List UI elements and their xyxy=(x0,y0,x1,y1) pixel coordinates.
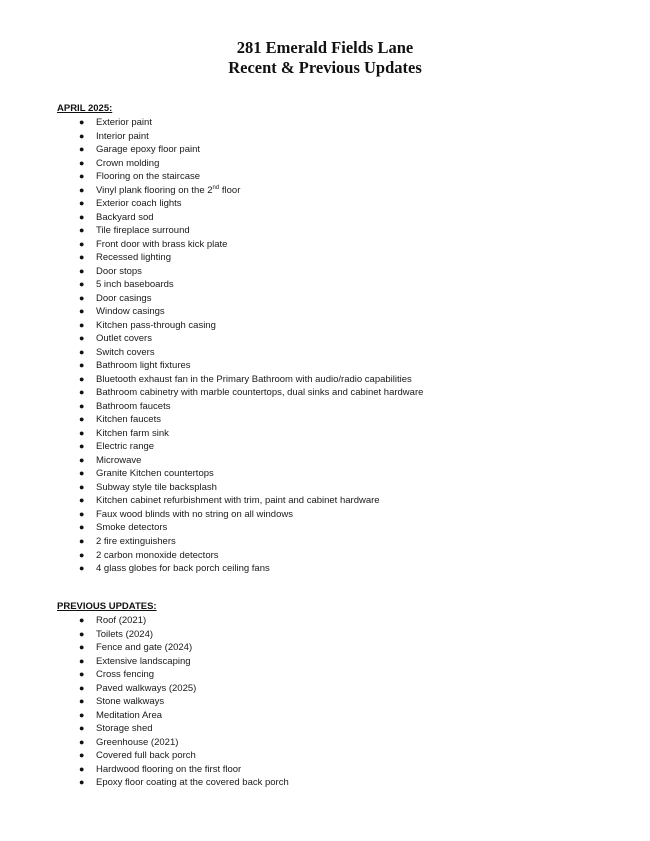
list-item-text: Crown molding xyxy=(96,157,160,169)
bullet-icon: ● xyxy=(79,750,85,761)
list-item-text: Interior paint xyxy=(96,130,149,142)
bullet-icon: ● xyxy=(79,198,85,209)
list-item-text: Recessed lighting xyxy=(96,252,171,264)
page-title: 281 Emerald Fields Lane xyxy=(236,38,414,57)
bullet-icon: ● xyxy=(79,427,85,438)
bullet-icon: ● xyxy=(79,522,85,533)
list-item-text: Bathroom cabinetry with marble countertops, dual sinks and cabinet hardware xyxy=(96,387,424,399)
bullet-icon: ● xyxy=(79,495,85,506)
bullet-icon: ● xyxy=(79,225,85,236)
list-item-text: Paved walkways (2025) xyxy=(96,682,197,694)
list-item-text: Smoke detectors xyxy=(96,522,168,534)
bullet-icon: ● xyxy=(79,292,85,303)
list-item-text: Bluetooth exhaust fan in the Primary Bathroom with audio/radio capabilities xyxy=(96,373,412,385)
list-item-text: Epoxy floor coating at the covered back porch xyxy=(96,777,289,789)
list-item-text: Garage epoxy floor paint xyxy=(96,144,201,156)
section-heading-april-2025: APRIL 2025: xyxy=(57,103,113,114)
list-item-text xyxy=(96,184,240,198)
bullet-icon: ● xyxy=(79,628,85,639)
bullet-icon: ● xyxy=(79,373,85,384)
bullet-icon: ● xyxy=(79,346,85,357)
bullet-icon: ● xyxy=(79,563,85,574)
list-item-text: Switch covers xyxy=(96,346,155,358)
bullet-icon: ● xyxy=(79,130,85,141)
list-item-text: Extensive landscaping xyxy=(96,655,191,667)
list-item-text: Kitchen cabinet refurbishment with trim, paint and cabinet hardware xyxy=(96,495,380,507)
list-item-text: Roof (2021) xyxy=(96,615,147,626)
list-item-text: Subway style tile backsplash xyxy=(96,481,217,493)
list-item-text: Hardwood flooring on the first floor xyxy=(96,763,242,775)
bullet-icon: ● xyxy=(79,211,85,222)
bullet-icon: ● xyxy=(79,117,85,127)
list-item-text: Meditation Area xyxy=(96,709,163,721)
bullet-icon: ● xyxy=(79,184,85,195)
ordinal-superscript: nd xyxy=(212,184,220,191)
bullet-icon: ● xyxy=(79,387,85,398)
list-item-text: Door stops xyxy=(96,265,142,277)
list-item-text: Backyard sod xyxy=(96,211,154,223)
bullet-icon: ● xyxy=(79,481,85,492)
bullet-icon: ● xyxy=(79,549,85,560)
list-item-text: Stone walkways xyxy=(96,696,165,708)
list-item-text: Cross fencing xyxy=(96,669,155,681)
list-item-text: Storage shed xyxy=(96,723,153,735)
bullet-icon: ● xyxy=(79,319,85,330)
list-item-text: 5 inch baseboards xyxy=(96,279,174,291)
bullet-icon: ● xyxy=(79,508,85,519)
bullet-icon: ● xyxy=(79,400,85,411)
bullet-icon: ● xyxy=(79,709,85,720)
list-item-text: 2 carbon monoxide detectors xyxy=(96,549,219,561)
list-item-text: Outlet covers xyxy=(96,333,152,345)
bullet-icon: ● xyxy=(79,777,85,788)
bullet-icon: ● xyxy=(79,615,85,625)
bullet-icon: ● xyxy=(79,171,85,182)
list-item-text: Tile fireplace surround xyxy=(96,225,190,237)
list-item-text: Toilets (2024) xyxy=(96,628,154,640)
list-item-text: Electric range xyxy=(96,441,155,453)
list-item-text: Flooring on the staircase xyxy=(96,171,201,183)
list-item-text: Granite Kitchen countertops xyxy=(96,468,214,480)
bullet-icon: ● xyxy=(79,763,85,774)
list-item-text: Greenhouse (2021) xyxy=(96,736,179,748)
list-item-text: Kitchen faucets xyxy=(96,414,161,426)
list-item-text: Window casings xyxy=(96,306,165,318)
bullet-icon: ● xyxy=(79,736,85,747)
list-item-text: Exterior paint xyxy=(96,117,152,128)
bullet-icon: ● xyxy=(79,238,85,249)
list-item-text: Kitchen pass-through casing xyxy=(96,319,216,331)
bullet-icon: ● xyxy=(79,306,85,317)
bullet-icon: ● xyxy=(79,441,85,452)
bullet-icon: ● xyxy=(79,682,85,693)
bullet-icon: ● xyxy=(79,265,85,276)
list-item-text: 4 glass globes for back porch ceiling fans xyxy=(96,563,270,575)
section-heading-previous-updates: PREVIOUS UPDATES: xyxy=(57,601,157,612)
list-item-text-part: floor xyxy=(219,184,241,196)
bullet-icon: ● xyxy=(79,144,85,155)
bullet-icon: ● xyxy=(79,454,85,465)
bullet-icon: ● xyxy=(79,333,85,344)
list-item-text: 2 fire extinguishers xyxy=(96,535,176,547)
list-item-text: Door casings xyxy=(96,292,152,304)
list-item-text: Covered full back porch xyxy=(96,750,196,762)
list-item-text: Exterior coach lights xyxy=(96,198,182,210)
bullet-icon: ● xyxy=(79,252,85,263)
list-item-text: Faux wood blinds with no string on all windows xyxy=(96,508,293,520)
bullet-icon: ● xyxy=(79,723,85,734)
list-item-text-part: Vinyl plank flooring on the 2 xyxy=(96,184,213,196)
list-item-text: Kitchen farm sink xyxy=(96,427,169,439)
bullet-icon: ● xyxy=(79,535,85,546)
bullet-icon: ● xyxy=(79,157,85,168)
list-item-text: Bathroom light fixtures xyxy=(96,360,191,372)
bullet-icon: ● xyxy=(79,696,85,707)
bullet-icon: ● xyxy=(79,655,85,666)
bullet-icon: ● xyxy=(79,642,85,653)
list-item-text: Bathroom faucets xyxy=(96,400,171,412)
bullet-icon: ● xyxy=(79,360,85,371)
bullet-icon: ● xyxy=(79,414,85,425)
list-item-text: Fence and gate (2024) xyxy=(96,642,193,654)
list-item-text: Front door with brass kick plate xyxy=(96,238,228,250)
bullet-icon: ● xyxy=(79,279,85,290)
page-subtitle: Recent & Previous Updates xyxy=(228,58,422,77)
bullet-icon: ● xyxy=(79,669,85,680)
bullet-icon: ● xyxy=(79,468,85,479)
list-item-text: Microwave xyxy=(96,454,142,466)
